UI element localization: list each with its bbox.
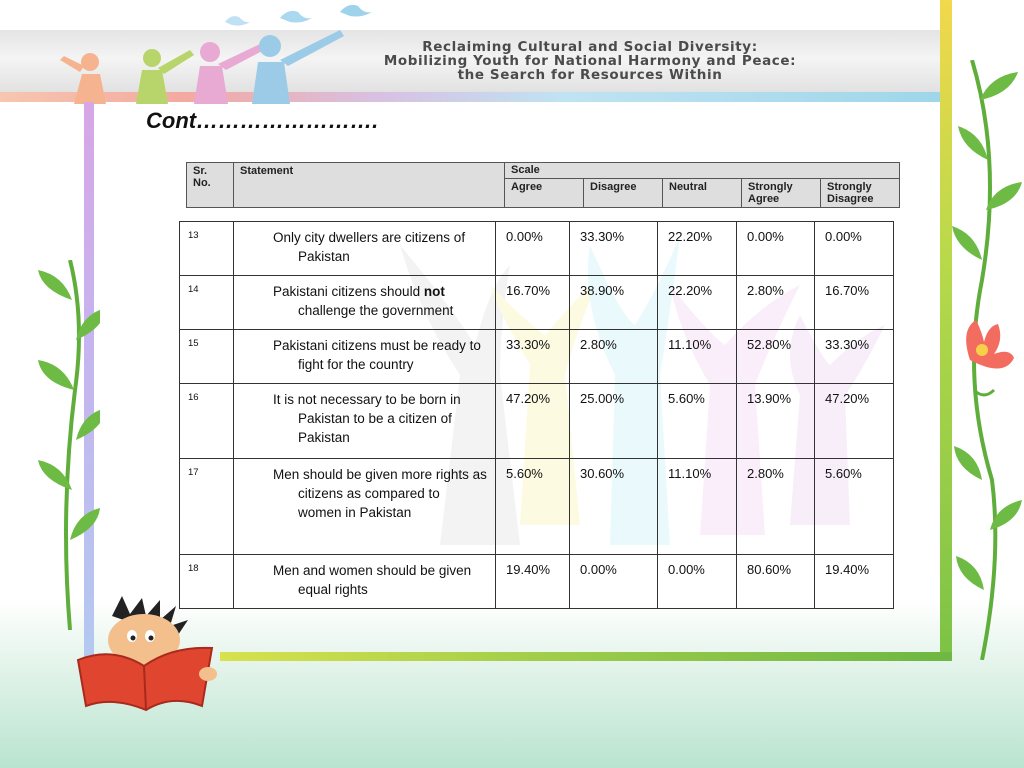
value-neutral: 22.20% [658,276,737,330]
value-disagree: 38.90% [570,276,658,330]
scale-column-strongly-disagree: Strongly Disagree [821,179,900,208]
value-strongly-disagree: 0.00% [815,222,894,276]
scale-column-disagree: Disagree [584,179,663,208]
table-row [180,330,894,384]
right-vine-flower-decoration-icon [952,60,1024,660]
row-number: 17 [180,459,234,555]
value-strongly-disagree: 16.70% [815,276,894,330]
scale-header: Scale [505,163,900,179]
row-number: 16 [180,384,234,459]
value-disagree: 30.60% [570,459,658,555]
table-row [180,384,894,459]
statement-text-emphasis: not [423,284,445,299]
value-agree: 47.20% [496,384,570,459]
table-row [180,276,894,330]
statement-header: Statement [234,163,505,208]
header-title-line-1: Reclaiming Cultural and Social Diversity: [422,39,758,55]
value-strongly-disagree: 5.60% [815,459,894,555]
row-number: 15 [180,330,234,384]
scale-column-neutral: Neutral [663,179,742,208]
header-title-line-2: Mobilizing Youth for National Harmony and Peace: [383,53,797,69]
scale-column-strongly-agree: Strongly Agree [742,179,821,208]
row-statement: It is not necessary to be born in Pakistan to be a citizen of Pakistan [234,384,496,459]
value-strongly-disagree: 47.20% [815,384,894,459]
value-strongly-agree: 0.00% [737,222,815,276]
row-number: 18 [180,555,234,609]
sr-no-header: Sr. No. [187,163,234,208]
value-disagree: 33.30% [570,222,658,276]
value-neutral: 22.20% [658,222,737,276]
value-disagree: 0.00% [570,555,658,609]
survey-results-table [179,221,894,609]
table-row [180,222,894,276]
value-agree: 19.40% [496,555,570,609]
value-neutral: 0.00% [658,555,737,609]
row-number: 14 [180,276,234,330]
frame-right-border [940,0,952,660]
frame-bottom-border [220,652,952,661]
table-row [180,555,894,609]
value-strongly-disagree: 19.40% [815,555,894,609]
left-vine-decoration-icon [30,260,100,630]
value-neutral: 11.10% [658,330,737,384]
row-statement: Only city dwellers are citizens of Pakistan [234,222,496,276]
row-statement: Pakistani citizens must be ready to fight for the country [234,330,496,384]
statement-text-post: challenge the government [298,303,454,318]
scale-column-agree: Agree [505,179,584,208]
value-strongly-agree: 2.80% [737,459,815,555]
value-agree: 5.60% [496,459,570,555]
value-strongly-agree: 52.80% [737,330,815,384]
value-strongly-disagree: 33.30% [815,330,894,384]
value-agree: 0.00% [496,222,570,276]
row-statement: Men should be given more rights as citizens as compared to women in Pakistan [234,459,496,555]
header-title [310,40,870,82]
value-neutral: 5.60% [658,384,737,459]
slide-title: Cont……………………. [146,108,379,133]
value-agree: 16.70% [496,276,570,330]
value-neutral: 11.10% [658,459,737,555]
value-agree: 33.30% [496,330,570,384]
row-statement: Men and women should be given equal rights [234,555,496,609]
value-disagree: 2.80% [570,330,658,384]
value-strongly-agree: 80.60% [737,555,815,609]
child-reading-book-icon [72,596,222,714]
row-statement [234,276,496,330]
table-row [180,459,894,555]
statement-text-pre: Pakistani citizens should [273,284,424,299]
row-number: 13 [180,222,234,276]
value-strongly-agree: 13.90% [737,384,815,459]
value-strongly-agree: 2.80% [737,276,815,330]
header-title-line-3: the Search for Resources Within [457,67,723,83]
survey-table-header [186,162,900,208]
value-disagree: 25.00% [570,384,658,459]
